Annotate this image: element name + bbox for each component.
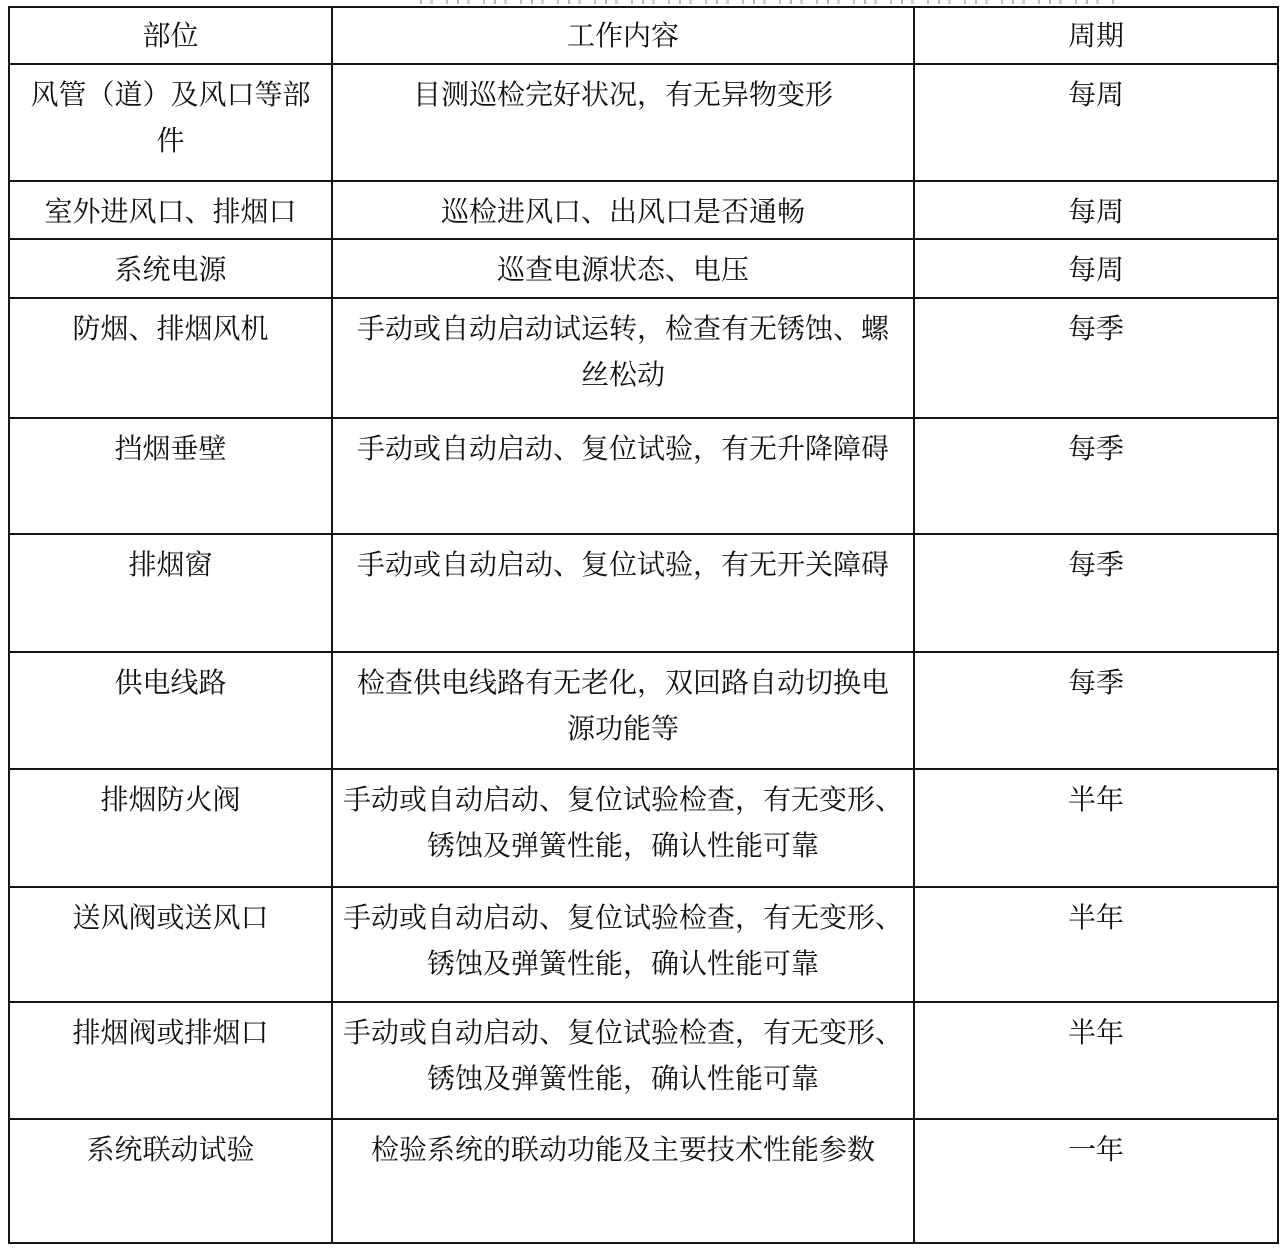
cell-text-line: 防烟、排烟风机 [72,314,269,345]
header-part: 部位 [9,7,332,64]
cell-text-line: 锈蚀及弹簧性能，确认性能可靠 [426,831,819,862]
cell-work-content [332,1119,914,1243]
cell-part [9,534,332,652]
header-period: 周期 [914,7,1278,64]
cell-text-line: 手动或自动启动、复位试验检查，有无变形、 [342,785,903,816]
cell-work-content [332,769,914,887]
table-row [9,887,1278,1002]
cell-text-line: 供电线路 [114,668,227,699]
cell-text-line: 手动或自动启动、复位试验检查，有无变形、 [342,903,903,934]
cell-text-line: 系统联动试验 [86,1135,255,1166]
cell-text-line: 锈蚀及弹簧性能，确认性能可靠 [426,949,819,980]
table-row [9,181,1278,239]
cell-part [9,239,332,298]
cell-work-content [332,887,914,1002]
table-row [9,1002,1278,1119]
cell-work-content [332,64,914,181]
cell-period: 半年 [914,1002,1278,1119]
cell-work-content [332,534,914,652]
cell-period: 半年 [914,887,1278,1002]
cell-period: 每周 [914,181,1278,239]
cell-text-line: 锈蚀及弹簧性能，确认性能可靠 [426,1064,819,1095]
cell-period: 一年 [914,1119,1278,1243]
cell-text-line: 巡检进风口、出风口是否通畅 [440,197,805,228]
maintenance-schedule-table [8,6,1279,1244]
cell-text-line: 风管（道）及风口等部 [30,80,311,111]
table-row [9,534,1278,652]
table-row [9,769,1278,887]
table-row [9,652,1278,769]
cell-work-content [332,181,914,239]
cell-text-line: 源功能等 [566,714,679,745]
cell-text-line: 手动或自动启动试运转，检查有无锈蚀、螺 [356,314,889,345]
cell-part [9,181,332,239]
cell-text-line: 挡烟垂壁 [114,434,227,465]
cell-part [9,1002,332,1119]
cell-text-line: 手动或自动启动、复位试验检查，有无变形、 [342,1018,903,1049]
cell-part [9,887,332,1002]
table-row [9,1119,1278,1243]
cell-period: 半年 [914,769,1278,887]
cell-work-content [332,298,914,418]
table-row [9,298,1278,418]
cell-text-line: 手动或自动启动、复位试验，有无升降障碍 [356,434,889,465]
cell-period: 每季 [914,298,1278,418]
cell-text-line: 件 [156,126,185,157]
cell-part [9,64,332,181]
cell-text-line: 系统电源 [114,255,227,286]
cell-period: 每季 [914,652,1278,769]
table-row [9,239,1278,298]
table-row [9,64,1278,181]
header-work-content: 工作内容 [332,7,914,64]
cell-text-line: 手动或自动启动、复位试验，有无开关障碍 [356,550,889,581]
cell-part [9,1119,332,1243]
cell-work-content [332,239,914,298]
cell-text-line: 送风阀或送风口 [72,903,269,934]
table-header-row [9,7,1278,64]
cell-work-content [332,1002,914,1119]
cell-text-line: 室外进风口、排烟口 [44,197,297,228]
cell-text-line: 巡查电源状态、电压 [496,255,749,286]
cell-text-line: 目测巡检完好状况，有无异物变形 [412,80,833,111]
cell-part [9,418,332,534]
cell-text-line: 排烟阀或排烟口 [72,1018,269,1049]
cell-work-content [332,418,914,534]
cell-part [9,769,332,887]
cell-text-line: 检查供电线路有无老化，双回路自动切换电 [356,668,889,699]
table-row [9,418,1278,534]
cell-text-line: 排烟防火阀 [100,785,241,816]
cell-text-line: 检验系统的联动功能及主要技术性能参数 [370,1135,875,1166]
cell-text-line: 排烟窗 [128,550,213,581]
cell-part [9,652,332,769]
cell-period: 每周 [914,64,1278,181]
cropped-text-remnant [420,0,1120,4]
cell-period: 每周 [914,239,1278,298]
cell-period: 每季 [914,534,1278,652]
cell-period: 每季 [914,418,1278,534]
cell-text-line: 丝松动 [580,360,665,391]
cell-work-content [332,652,914,769]
cell-part [9,298,332,418]
